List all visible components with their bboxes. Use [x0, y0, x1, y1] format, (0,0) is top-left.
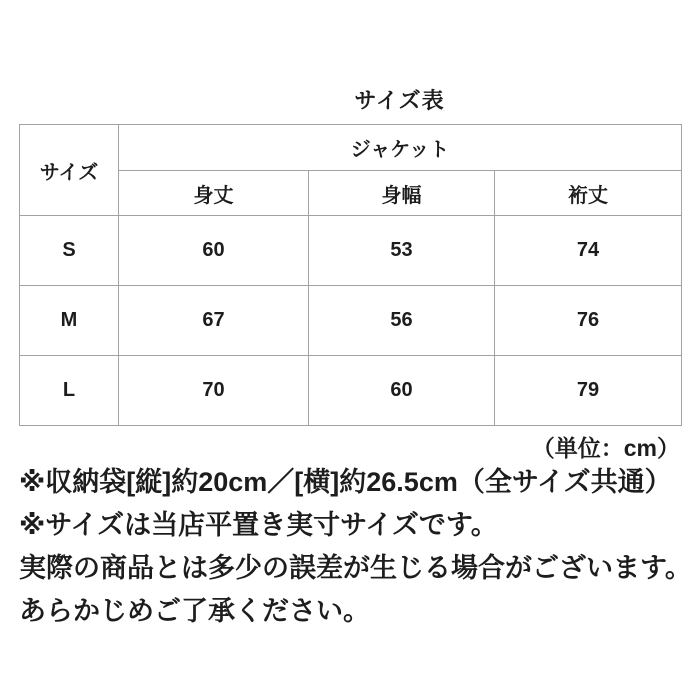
value-l-sleeve-length: 79 [495, 356, 682, 426]
value-m-body-width: 56 [309, 286, 495, 356]
note-acknowledgement: あらかじめご了承ください。 [19, 596, 370, 626]
notes-block [19, 461, 692, 633]
table-row-size-m [20, 286, 682, 356]
value-m-sleeve-length: 76 [495, 286, 682, 356]
page-title: サイズ表 [354, 88, 445, 113]
note-storage-bag: ※収納袋[縦]約20cm／[横]約26.5cm（全サイズ共通） [19, 467, 672, 497]
table-header-group-row [20, 125, 682, 171]
unit-note: （単位：cm） [531, 435, 680, 461]
column-header-body-length: 身丈 [119, 171, 309, 216]
value-m-body-length: 67 [119, 286, 309, 356]
table-header-measures-row [20, 171, 682, 216]
value-s-sleeve-length: 74 [495, 216, 682, 286]
size-label-l: L [20, 356, 119, 426]
value-l-body-length: 70 [119, 356, 309, 426]
size-label-m: M [20, 286, 119, 356]
value-s-body-length: 60 [119, 216, 309, 286]
table-row-size-s [20, 216, 682, 286]
value-s-body-width: 53 [309, 216, 495, 286]
note-tolerance: 実際の商品とは多少の誤差が生じる場合がございます。 [19, 553, 692, 583]
size-table [19, 124, 682, 426]
size-label-s: S [20, 216, 119, 286]
table-row-size-l [20, 356, 682, 426]
note-flat-measurement: ※サイズは当店平置き実寸サイズです。 [19, 510, 498, 540]
column-group-jacket: ジャケット [119, 125, 682, 171]
column-header-body-width: 身幅 [309, 171, 495, 216]
column-header-size: サイズ [20, 125, 119, 216]
value-l-body-width: 60 [309, 356, 495, 426]
column-header-sleeve-length: 裄丈 [495, 171, 682, 216]
